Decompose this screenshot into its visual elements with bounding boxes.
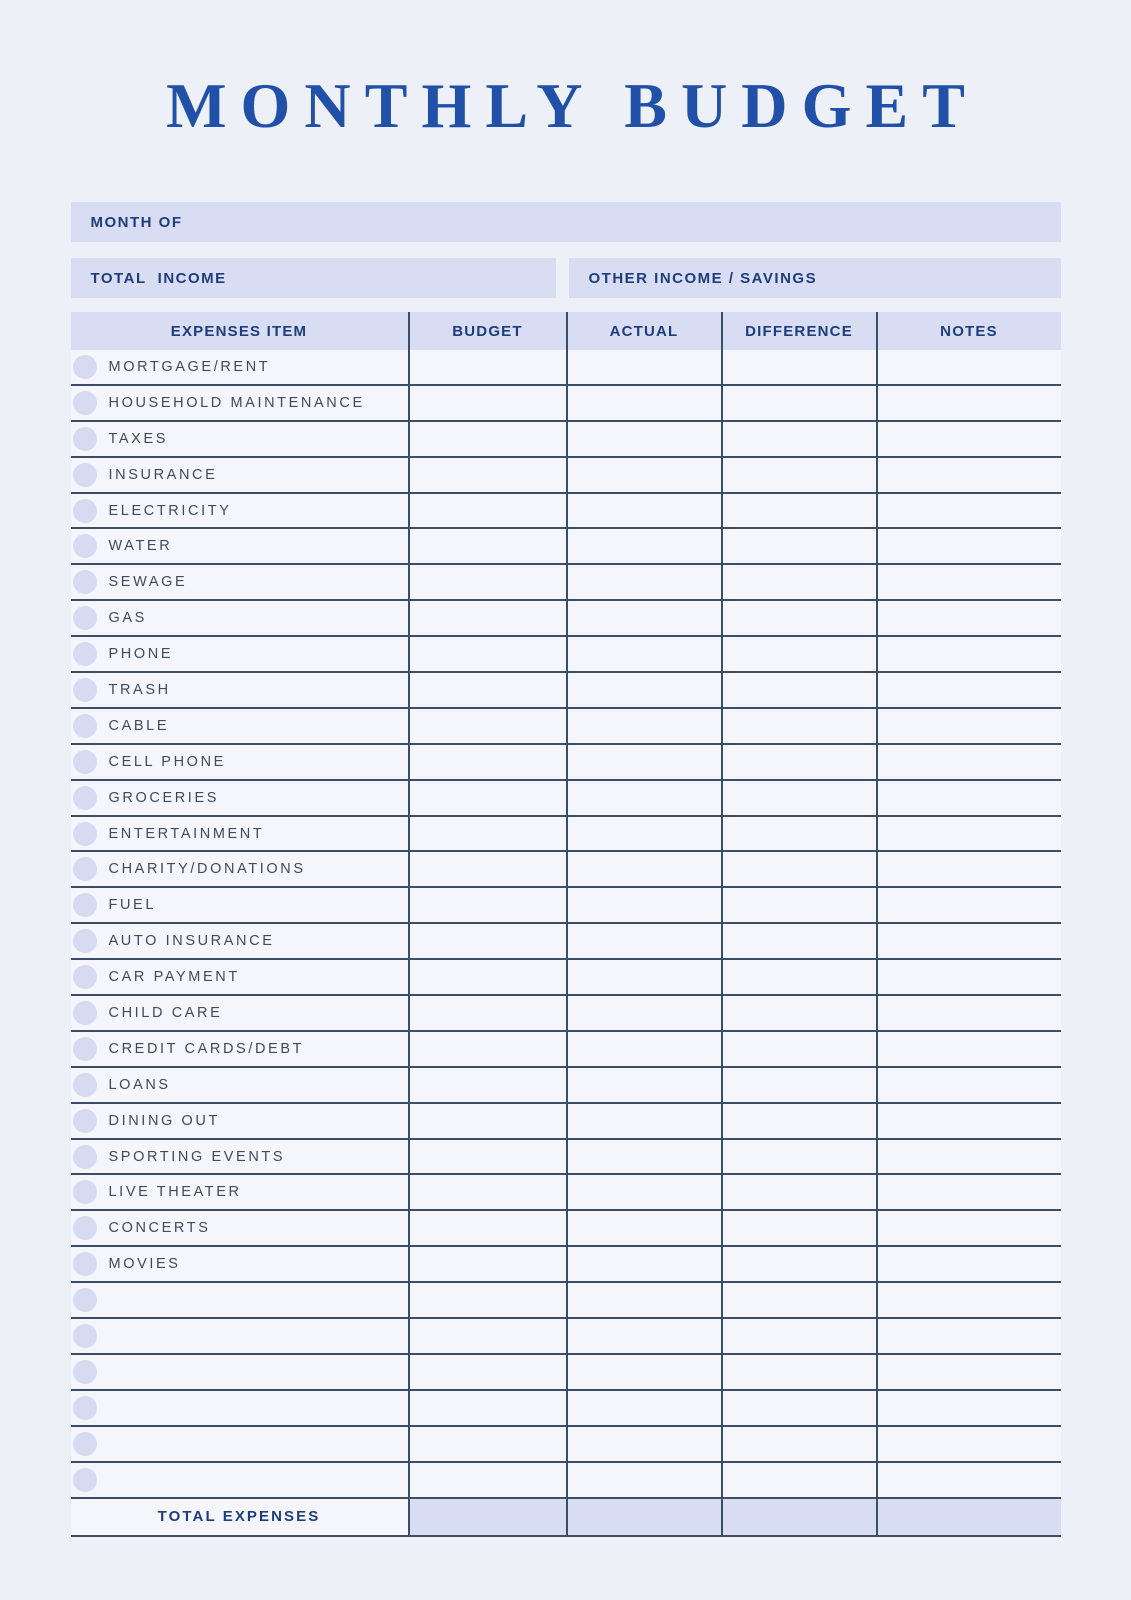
difference-cell [721,673,876,707]
expense-item-cell [71,996,408,1030]
actual-cell [566,529,721,563]
table-row [71,1211,1061,1247]
budget-cell [408,1175,566,1209]
notes-cell [876,386,1061,420]
bullet-circle-icon [73,786,97,810]
expense-item-cell [71,709,408,743]
expense-item-cell [71,422,408,456]
table-row [71,745,1061,781]
total-expenses-label-cell [71,1499,408,1535]
table-row [71,386,1061,422]
expense-item-label: ELECTRICITY [108,502,232,519]
bullet-circle-icon [73,678,97,702]
income-bars-gap [556,258,569,298]
bullet-circle-icon [73,1001,97,1025]
expense-item-label: GROCERIES [108,789,220,806]
budget-cell [408,565,566,599]
expense-item-cell [71,1463,408,1497]
difference-cell [721,709,876,743]
budget-cell [408,601,566,635]
notes-cell [876,817,1061,851]
table-row [71,888,1061,924]
notes-cell [876,1140,1061,1174]
table-row [71,1355,1061,1391]
bullet-circle-icon [73,965,97,989]
bullet-circle-icon [73,463,97,487]
difference-cell [721,1140,876,1174]
bullet-circle-icon [73,857,97,881]
expense-item-label: LOANS [108,1076,171,1093]
budget-cell [408,1427,566,1461]
expense-item-label: INSURANCE [108,466,218,483]
actual-cell [566,1463,721,1497]
difference-cell [721,422,876,456]
notes-cell [876,422,1061,456]
expense-item-cell [71,781,408,815]
total-expenses-row [71,1499,1061,1537]
table-row [71,494,1061,530]
bullet-circle-icon [73,427,97,451]
bullet-circle-icon [73,714,97,738]
expense-item-cell [71,386,408,420]
bullet-circle-icon [73,1396,97,1420]
notes-cell [876,924,1061,958]
table-row [71,1140,1061,1176]
month-of-field [71,202,1061,242]
notes-cell [876,1427,1061,1461]
difference-cell [721,637,876,671]
actual-cell [566,422,721,456]
budget-cell [408,1032,566,1066]
expense-item-cell [71,458,408,492]
table-body [71,350,1061,1499]
actual-cell [566,1175,721,1209]
difference-cell [721,745,876,779]
expense-item-cell [71,673,408,707]
expense-item-cell [71,745,408,779]
actual-cell [566,852,721,886]
bullet-circle-icon [73,1324,97,1348]
total-notes-cell [876,1499,1061,1535]
actual-cell [566,1032,721,1066]
actual-cell [566,1427,721,1461]
budget-cell [408,1283,566,1317]
difference-cell [721,565,876,599]
month-of-label: MONTH OF [90,213,183,231]
bullet-circle-icon [73,1432,97,1456]
table-row [71,350,1061,386]
notes-cell [876,637,1061,671]
header-actual: ACTUAL [566,312,721,350]
bullet-circle-icon [73,499,97,523]
header-expenses-item: EXPENSES ITEM [170,322,308,340]
table-row [71,1427,1061,1463]
budget-cell [408,1104,566,1138]
actual-cell [566,1283,721,1317]
expense-item-label: CELL PHONE [108,753,226,770]
bullet-circle-icon [73,1216,97,1240]
difference-cell [721,1283,876,1317]
notes-cell [876,960,1061,994]
table-row [71,1032,1061,1068]
income-section [71,258,1061,298]
expense-item-label: TAXES [108,430,169,447]
actual-cell [566,781,721,815]
notes-cell [876,1104,1061,1138]
table-row [71,673,1061,709]
table-row [71,529,1061,565]
bullet-circle-icon [73,355,97,379]
difference-cell [721,1427,876,1461]
expense-item-cell [71,1032,408,1066]
difference-cell [721,996,876,1030]
actual-cell [566,1140,721,1174]
expense-item-label: DINING OUT [108,1112,220,1129]
notes-cell [876,1032,1061,1066]
notes-cell [876,1175,1061,1209]
table-header-row [71,312,1061,350]
expense-item-label: WATER [108,538,173,555]
table-row [71,637,1061,673]
expense-item-label: AUTO INSURANCE [108,933,275,950]
table-row [71,422,1061,458]
actual-cell [566,1391,721,1425]
expense-item-cell [71,601,408,635]
total-expenses-label: TOTAL EXPENSES [157,1508,321,1525]
total-difference-cell [721,1499,876,1535]
notes-cell [876,565,1061,599]
notes-cell [876,1247,1061,1281]
budget-cell [408,673,566,707]
actual-cell [566,745,721,779]
bullet-circle-icon [73,1037,97,1061]
bullet-circle-icon [73,570,97,594]
expense-item-cell [71,924,408,958]
notes-cell [876,745,1061,779]
notes-cell [876,601,1061,635]
actual-cell [566,458,721,492]
budget-cell [408,1355,566,1389]
bullet-circle-icon [73,534,97,558]
difference-cell [721,1247,876,1281]
page-title: MONTHLY BUDGET [166,70,979,141]
actual-cell [566,601,721,635]
expense-item-cell [71,1104,408,1138]
expense-item-label: GAS [108,610,147,627]
difference-cell [721,1032,876,1066]
difference-cell [721,1104,876,1138]
total-income-field [71,258,556,298]
notes-cell [876,996,1061,1030]
notes-cell [876,888,1061,922]
table-row [71,1247,1061,1283]
bullet-circle-icon [73,1468,97,1492]
expense-item-label: CONCERTS [108,1220,211,1237]
budget-cell [408,960,566,994]
difference-cell [721,1175,876,1209]
budget-cell [408,422,566,456]
difference-cell [721,924,876,958]
actual-cell [566,709,721,743]
expense-item-label: ENTERTAINMENT [108,825,265,842]
budget-cell [408,996,566,1030]
expense-item-cell [71,960,408,994]
expense-item-cell [71,1068,408,1102]
notes-cell [876,852,1061,886]
bullet-circle-icon [73,750,97,774]
expense-item-label: SEWAGE [108,574,188,591]
expense-item-label: CAR PAYMENT [108,969,240,986]
notes-cell [876,350,1061,384]
difference-cell [721,529,876,563]
expense-item-label: TRASH [108,681,171,698]
bullet-circle-icon [73,1288,97,1312]
notes-cell [876,781,1061,815]
expense-item-label: HOUSEHOLD MAINTENANCE [108,394,365,411]
expense-item-cell [71,1211,408,1245]
actual-cell [566,1068,721,1102]
difference-cell [721,1068,876,1102]
actual-cell [566,1247,721,1281]
actual-cell [566,996,721,1030]
expense-item-cell [71,1355,408,1389]
expense-item-label: CHARITY/DONATIONS [108,861,306,878]
notes-cell [876,1391,1061,1425]
total-actual-cell [566,1499,721,1535]
notes-cell [876,494,1061,528]
other-income-label: OTHER INCOME / SAVINGS [588,269,818,287]
actual-cell [566,350,721,384]
budget-cell [408,1068,566,1102]
actual-cell [566,1211,721,1245]
actual-cell [566,1319,721,1353]
bullet-circle-icon [73,606,97,630]
difference-cell [721,1211,876,1245]
actual-cell [566,386,721,420]
difference-cell [721,1391,876,1425]
actual-cell [566,1104,721,1138]
difference-cell [721,1355,876,1389]
table-row [71,458,1061,494]
difference-cell [721,1463,876,1497]
difference-cell [721,852,876,886]
budget-cell [408,386,566,420]
table-row [71,960,1061,996]
table-row [71,1104,1061,1140]
table-row [71,924,1061,960]
table-row [71,781,1061,817]
difference-cell [721,494,876,528]
notes-cell [876,709,1061,743]
expense-item-label: CHILD CARE [108,1004,223,1021]
notes-cell [876,1355,1061,1389]
table-row [71,1319,1061,1355]
total-income-label: TOTAL INCOME [90,269,227,287]
budget-cell [408,637,566,671]
expense-item-label: LIVE THEATER [108,1184,242,1201]
difference-cell [721,817,876,851]
expense-item-cell [71,1427,408,1461]
budget-cell [408,494,566,528]
difference-cell [721,960,876,994]
actual-cell [566,1355,721,1389]
bullet-circle-icon [73,1109,97,1133]
table-row [71,601,1061,637]
expense-item-cell [71,350,408,384]
budget-cell [408,924,566,958]
header-notes: NOTES [876,312,1061,350]
bullet-circle-icon [73,822,97,846]
other-income-field [569,258,1061,298]
budget-cell [408,1319,566,1353]
expense-item-cell [71,1140,408,1174]
notes-cell [876,1211,1061,1245]
budget-cell [408,888,566,922]
difference-cell [721,781,876,815]
difference-cell [721,888,876,922]
notes-cell [876,529,1061,563]
table-row [71,996,1061,1032]
budget-cell [408,781,566,815]
total-budget-cell [408,1499,566,1535]
actual-cell [566,924,721,958]
actual-cell [566,565,721,599]
difference-cell [721,458,876,492]
table-row [71,709,1061,745]
bullet-circle-icon [73,929,97,953]
expense-item-cell [71,1391,408,1425]
budget-cell [408,745,566,779]
notes-cell [876,458,1061,492]
bullet-circle-icon [73,1360,97,1384]
expenses-table [71,312,1061,1537]
expense-item-cell [71,852,408,886]
budget-cell [408,1463,566,1497]
difference-cell [721,1319,876,1353]
expense-item-cell [71,1175,408,1209]
notes-cell [876,1068,1061,1102]
actual-cell [566,637,721,671]
budget-cell [408,817,566,851]
expense-item-label: PHONE [108,646,174,663]
table-row [71,1175,1061,1211]
difference-cell [721,350,876,384]
notes-cell [876,1463,1061,1497]
expense-item-label: MORTGAGE/RENT [108,358,271,375]
budget-cell [408,1140,566,1174]
budget-cell [408,458,566,492]
table-row [71,817,1061,853]
expense-item-label: MOVIES [108,1256,181,1273]
header-difference: DIFFERENCE [721,312,876,350]
notes-cell [876,1319,1061,1353]
bullet-circle-icon [73,1073,97,1097]
table-row [71,1283,1061,1319]
expense-item-label: CABLE [108,717,170,734]
bullet-circle-icon [73,391,97,415]
budget-cell [408,1391,566,1425]
bullet-circle-icon [73,893,97,917]
budget-cell [408,1247,566,1281]
expense-item-cell [71,637,408,671]
actual-cell [566,960,721,994]
table-row [71,1068,1061,1104]
expense-item-cell [71,529,408,563]
budget-cell [408,1211,566,1245]
bullet-circle-icon [73,1180,97,1204]
budget-cell [408,350,566,384]
table-row [71,1391,1061,1427]
notes-cell [876,1283,1061,1317]
expense-item-label: SPORTING EVENTS [108,1148,286,1165]
expense-item-cell [71,1283,408,1317]
actual-cell [566,673,721,707]
table-row [71,565,1061,601]
expense-item-cell [71,565,408,599]
difference-cell [721,601,876,635]
expense-item-cell [71,1319,408,1353]
expense-item-label: CREDIT CARDS/DEBT [108,1040,305,1057]
actual-cell [566,888,721,922]
expense-item-cell [71,494,408,528]
notes-cell [876,673,1061,707]
budget-cell [408,529,566,563]
header-budget: BUDGET [408,312,566,350]
expense-item-cell [71,817,408,851]
table-row [71,1463,1061,1499]
table-row [71,852,1061,888]
budget-cell [408,709,566,743]
bullet-circle-icon [73,642,97,666]
actual-cell [566,817,721,851]
expense-item-cell [71,1247,408,1281]
expense-item-label: FUEL [108,897,157,914]
bullet-circle-icon [73,1145,97,1169]
actual-cell [566,494,721,528]
budget-cell [408,852,566,886]
difference-cell [721,386,876,420]
bullet-circle-icon [73,1252,97,1276]
expense-item-cell [71,888,408,922]
